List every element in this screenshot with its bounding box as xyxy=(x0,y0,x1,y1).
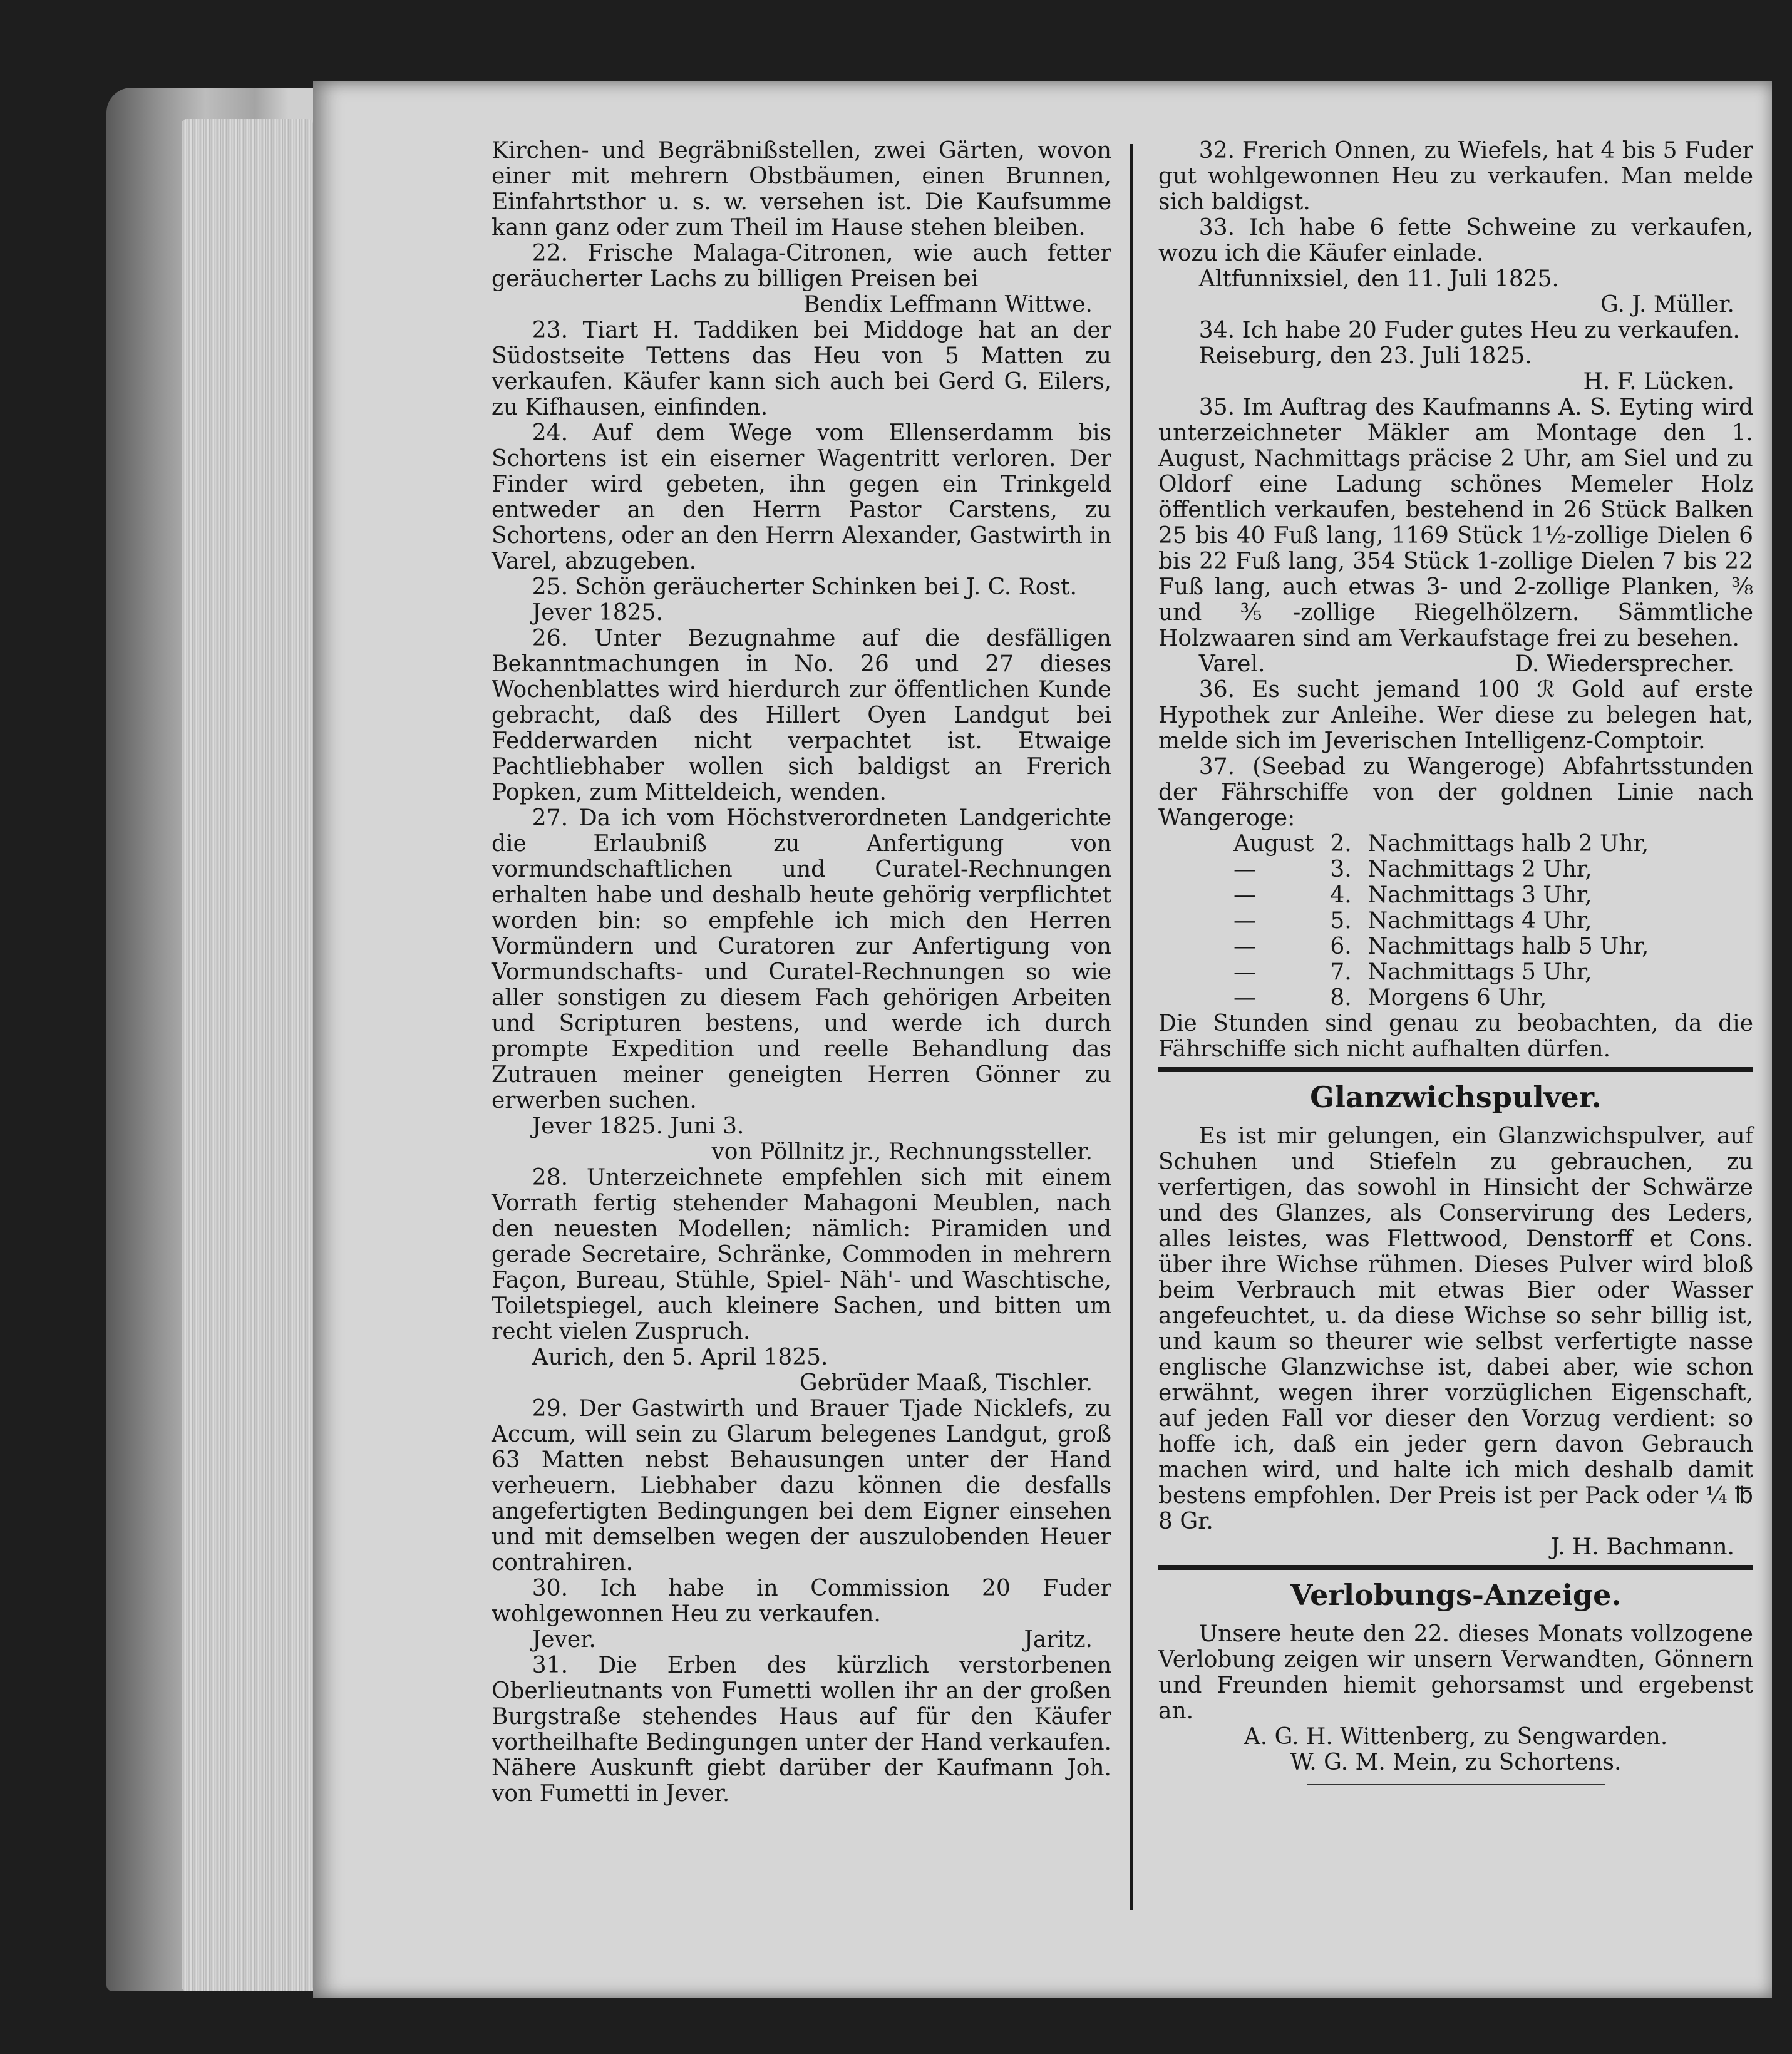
schedule-row xyxy=(1233,882,1665,908)
place-signature-line xyxy=(1158,651,1753,677)
schedule-month: — xyxy=(1233,882,1256,908)
place-date: Altfunnixsiel, den 11. Juli 1825. xyxy=(1198,266,1559,292)
newspaper-page xyxy=(313,81,1772,1998)
signature: Gebrüder Maaß, Tischler. xyxy=(799,1370,1093,1396)
notice-paragraph: 31. Die Erben des kürzlich verstorbenen Oberlieutnants von Fumetti wollen ihr an der großen Burgstraße stehendes Haus auf für den Käufer vortheilhafte Bedingungen unter der Hand verkaufen. Nähere Auskunft giebt darüber der Kaufmann Joh. von Fumetti in Jever. xyxy=(492,1653,1111,1807)
signature: Bendix Leffmann Wittwe. xyxy=(803,292,1093,317)
left-column xyxy=(492,138,1111,1807)
place-date: Reiseburg, den 23. Juli 1825. xyxy=(1198,343,1532,369)
schedule-row xyxy=(1233,934,1665,959)
place-date: Jever. xyxy=(532,1627,596,1653)
schedule-time: Nachmittags 5 Uhr, xyxy=(1367,959,1592,985)
notice-paragraph: 36. Es sucht jemand 100 ℛ Gold auf erste Hypothek zur Anleihe. Wer diese zu belegen hat, melde sich im Jeverischen Intelligenz-Comptoir. xyxy=(1158,677,1753,754)
place-date: Jever 1825. Juni 3. xyxy=(532,1113,744,1139)
schedule-row xyxy=(1233,908,1665,934)
schedule-day: 6. xyxy=(1330,934,1352,959)
notice-paragraph: 26. Unter Bezugnahme auf die desfälligen Bekanntmachungen in No. 26 und 27 dieses Wochenblattes wird hierdurch zur öffentlichen Kunde gebracht, daß des Hillert Oyen Landgut bei Fedderwarden nicht verpachtet ist. Etwaige Pachtliebhaber wollen sich baldigst an Frerich Popken, zum Mitteldeich, wenden. xyxy=(492,626,1111,805)
ferry-schedule xyxy=(1233,831,1665,1011)
ad-heading-glanzwichspulver: Glanzwichspulver. xyxy=(1310,1080,1602,1114)
place-date: Jever 1825. xyxy=(532,600,663,626)
notice-paragraph: 33. Ich habe 6 fette Schweine zu verkaufen, wozu ich die Käufer einlade. xyxy=(1158,215,1753,266)
notice-paragraph: 37. (Seebad zu Wangeroge) Abfahrtsstunden der Fährschiffe von der goldnen Linie nach Wangeroge: xyxy=(1158,754,1753,831)
ad-text-verlobung: Unsere heute den 22. dieses Monats vollzogene Verlobung zeigen wir unsern Verwandten, Gönnern und Freunden hiemit gehorsamst und ergebenst an. xyxy=(1158,1621,1753,1724)
notice-paragraph: 35. Im Auftrag des Kaufmanns A. S. Eyting wird unterzeichneter Mäkler am Montage den 1. August, Nachmittags präcise 2 Uhr, am Siel und zu Oldorf eine Ladung schönes Memeler Holz öffentlich verkaufen, bestehend in 26 Stück Balken 25 bis 40 Fuß lang, 1169 Stück 1½-zollige Dielen 6 bis 22 Fuß lang, 354 Stück 1-zollige Dielen 7 bis 22 Fuß lang, auch etwas 3- und 2-zollige Planken, ⅜ und ⅗-zollige Riegelhölzern. Sämmtliche Holzwaaren sind am Verkaufstage frei zu besehen. xyxy=(1158,395,1753,651)
signature: H. F. Lücken. xyxy=(1583,369,1734,395)
notice-paragraph: 29. Der Gastwirth und Brauer Tjade Nicklefs, zu Accum, will sein zu Glarum belegenes Landgut, groß 63 Matten nebst Behausungen unter der Hand verheuern. Liebhaber dazu können die desfalls angefertigten Bedingungen bei dem Eigner einsehen und mit demselben wegen der auszulobenden Heuer contrahiren. xyxy=(492,1396,1111,1576)
ad-heading-verlobung: Verlobungs-Anzeige. xyxy=(1290,1578,1622,1612)
end-rule xyxy=(1307,1784,1605,1785)
schedule-month: — xyxy=(1233,934,1256,959)
section-rule xyxy=(1158,1565,1753,1570)
notice-paragraph: 23. Tiart H. Taddiken bei Middoge hat an der Südostseite Tettens das Heu von 5 Matten zu verkaufen. Käufer kann sich auch bei Gerd G. Eilers, zu Kifhausen, einfinden. xyxy=(492,317,1111,420)
page-edges xyxy=(182,119,313,1991)
schedule-month: — xyxy=(1233,908,1256,934)
schedule-row xyxy=(1233,831,1665,857)
signature: G. J. Müller. xyxy=(1600,292,1734,317)
signature: Jaritz. xyxy=(1024,1627,1093,1653)
schedule-month: — xyxy=(1233,857,1256,882)
schedule-month: — xyxy=(1233,985,1256,1011)
signature: von Pöllnitz jr., Rechnungssteller. xyxy=(711,1139,1093,1165)
place-date: Aurich, den 5. April 1825. xyxy=(532,1344,828,1370)
ad-signature-wittenberg: A. G. H. Wittenberg, zu Sengwarden. xyxy=(1244,1724,1668,1750)
schedule-time: Nachmittags halb 5 Uhr, xyxy=(1367,934,1649,959)
notice-paragraph: 28. Unterzeichnete empfehlen sich mit einem Vorrath fertig stehender Mahagoni Meublen, nach den neuesten Modellen; nämlich: Piramiden und gerade Secretaire, Schränke, Commoden in mehrern Façon, Bureau, Stühle, Spiel- Näh'- und Waschtische, Toiletspiegel, auch kleinere Sachen, und bitten um recht vielen Zuspruch. xyxy=(492,1165,1111,1344)
ad-signature-bachmann: J. H. Bachmann. xyxy=(1550,1534,1734,1560)
place-signature-line xyxy=(492,1627,1111,1653)
schedule-note: Die Stunden sind genau zu beobachten, da die Fährschiffe sich nicht aufhalten dürfen. xyxy=(1158,1011,1753,1062)
ad-signature-mein: W. G. M. Mein, zu Schortens. xyxy=(1290,1750,1622,1775)
section-rule xyxy=(1158,1067,1753,1072)
notice-paragraph: 30. Ich habe in Commission 20 Fuder wohlgewonnen Heu zu verkaufen. xyxy=(492,1576,1111,1627)
column-divider xyxy=(1130,144,1133,1910)
place-date: Varel. xyxy=(1198,651,1265,677)
notice-paragraph: 32. Frerich Onnen, zu Wiefels, hat 4 bis 5 Fuder gut wohlgewonnen Heu zu verkaufen. Man melde sich baldigst. xyxy=(1158,138,1753,215)
schedule-time: Nachmittags 3 Uhr, xyxy=(1367,882,1592,908)
schedule-row xyxy=(1233,959,1665,985)
notice-paragraph: 27. Da ich vom Höchstverordneten Landgerichte die Erlaubniß zu Anfertigung von vormundschaftlichen und Curatel-Rechnungen erhalten habe und deshalb heute gehörig verpflichtet worden bin: so empfehle ich mich den Herren Vormündern und Curatoren zur Anfertigung von Vormundschafts- und Curatel-Rechnungen so wie aller sonstigen zu diesem Fach gehörigen Arbeiten und Scripturen bestens, und werde ich durch prompte Expedition und reelle Behandlung das Zutrauen meiner geneigten Herren Gönner zu erwerben suchen. xyxy=(492,805,1111,1113)
signature: D. Wiedersprecher. xyxy=(1515,651,1734,677)
notice-paragraph: 22. Frische Malaga-Citronen, wie auch fetter geräucherter Lachs zu billigen Preisen bei xyxy=(492,240,1111,292)
right-column xyxy=(1158,138,1753,1785)
notice-paragraph: 24. Auf dem Wege vom Ellenserdamm bis Schortens ist ein eiserner Wagentritt verloren. Der Finder wird gebeten, ihn gegen ein Trinkgeld entweder an den Herrn Pastor Carstens, zu Schortens, oder an den Herrn Alexander, Gastwirth in Varel, abzugeben. xyxy=(492,420,1111,574)
schedule-day: 4. xyxy=(1330,882,1352,908)
schedule-day: 8. xyxy=(1330,985,1352,1011)
notice-paragraph: 34. Ich habe 20 Fuder gutes Heu zu verkaufen. xyxy=(1198,317,1740,343)
schedule-time: Nachmittags 2 Uhr, xyxy=(1367,857,1592,882)
ad-text-glanzwichspulver: Es ist mir gelungen, ein Glanzwichspulver, auf Schuhen und Stiefeln zu gebrauchen, zu verfertigen, das sowohl in Hinsicht der Schwärze und des Glanzes, als Conservirung des Leders, alles leistes, was Flettwood, Denstorff et Cons. über ihre Wichse rühmen. Dieses Pulver wird bloß beim Verbrauch mit etwas Bier oder Wasser angefeuchtet, u. da diese Wichse so sehr billig ist, und kaum so theurer wie selbst verfertigte nasse englische Glanzwichse ist, dabei aber, wie schon erwähnt, wegen ihrer vorzüglichen Eigenschaft, auf jeden Fall vor dieser den Vorzug verdient: so hoffe ich, daß ein jeder gern davon Gebrauch machen wird, und halte ich mich deshalb damit bestens empfohlen. Der Preis ist per Pack oder ¼ ℔ 8 Gr. xyxy=(1158,1123,1753,1534)
notice-paragraph: Kirchen- und Begräbnißstellen, zwei Gärten, wovon einer mit mehrern Obstbäumen, einen Brunnen, Einfahrtsthor u. s. w. versehen ist. Die Kaufsumme kann ganz oder zum Theil im Hause stehen bleiben. xyxy=(492,138,1111,240)
schedule-time: Nachmittags halb 2 Uhr, xyxy=(1367,831,1649,857)
schedule-row xyxy=(1233,857,1665,882)
schedule-day: 5. xyxy=(1330,908,1352,934)
schedule-month: — xyxy=(1233,959,1256,985)
schedule-day: 3. xyxy=(1330,857,1352,882)
schedule-day: 7. xyxy=(1330,959,1352,985)
schedule-time: Morgens 6 Uhr, xyxy=(1367,985,1547,1011)
schedule-day: 2. xyxy=(1330,831,1352,857)
schedule-time: Nachmittags 4 Uhr, xyxy=(1367,908,1592,934)
notice-paragraph: 25. Schön geräucherter Schinken bei J. C. Rost. xyxy=(532,574,1077,600)
schedule-month: August xyxy=(1233,831,1314,857)
schedule-row xyxy=(1233,985,1665,1011)
right-column-notices xyxy=(1158,138,1753,831)
